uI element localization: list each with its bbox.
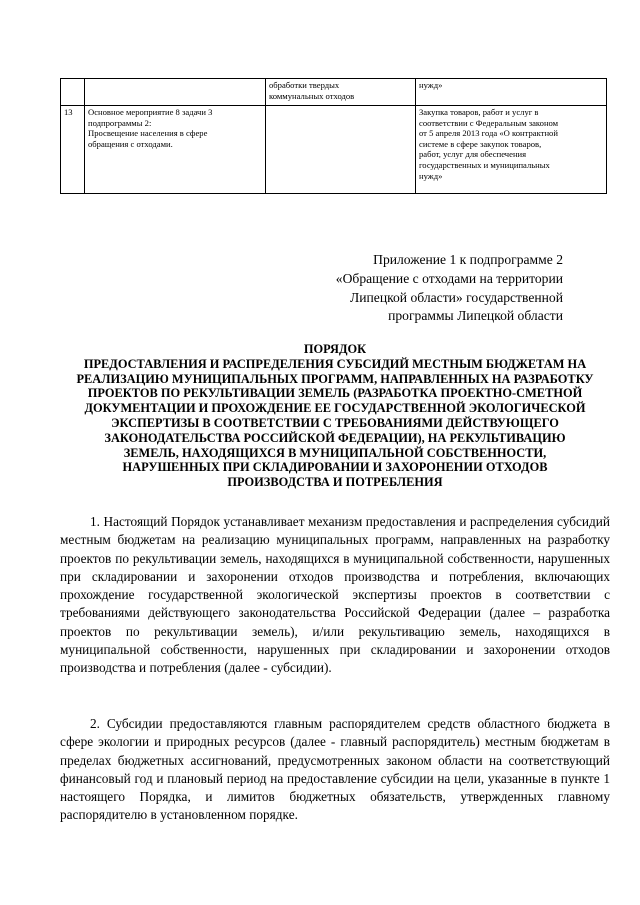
heading-line: ПРОИЗВОДСТВА И ПОТРЕБЛЕНИЯ	[227, 475, 443, 490]
heading-line: ПОРЯДОК	[303, 342, 367, 356]
activities-table	[60, 78, 607, 194]
heading-line: ЭКСПЕРТИЗЫ В СООТВЕТСТВИИ С ТРЕБОВАНИЯМИ ДЕЙСТВУЮЩЕГО	[111, 415, 559, 430]
activity-cell	[85, 106, 266, 194]
heading-line: ПРОЕКТОВ ПО РЕКУЛЬТИВАЦИИ ЗЕМЕЛЬ (РАЗРАБОТКА ПРОЕКТНО-СМЕТНОЙ	[87, 386, 583, 401]
column4-cell	[416, 106, 607, 194]
column3-cell	[266, 79, 416, 106]
heading-line: ЗЕМЕЛЬ, НАХОДЯЩИХСЯ В МУНИЦИПАЛЬНОЙ СОБСТВЕННОСТИ,	[123, 445, 547, 460]
row-number-cell	[61, 106, 85, 194]
heading-line: ПРЕДОСТАВЛЕНИЯ И РАСПРЕДЕЛЕНИЯ СУБСИДИЙ МЕСТНЫМ БЮДЖЕТАМ НА	[83, 356, 587, 371]
appendix-line: Приложение 1 к подпрограмме 2	[373, 252, 563, 267]
table-row	[61, 79, 607, 106]
heading-line: РЕАЛИЗАЦИЮ МУНИЦИПАЛЬНЫХ ПРОГРАММ, НАПРАВЛЕННЫХ НА РАЗРАБОТКУ	[76, 371, 594, 386]
paragraph-1: 1. Настоящий Порядок устанавливает механизм предоставления и распределения субсидий местным бюджетам на реализацию муниципальных программ, направленных на разработку проектов по рекультивации земель, находящихся в муниципальной собственности, нарушенных при складировании и захоронении отходов производства и потребления, включающих прохождение государственной экологической экспертизы проектов в соответствии с требованиями действующего законодательства Российской Федерации (далее – разработка проектов по рекультивации земель), и/или рекультивацию земель, находящихся в муниципальной собственности, нарушенных при складировании и захоронении отходов производства и потребления (далее - субсидии).	[60, 514, 610, 676]
heading-line: ДОКУМЕНТАЦИИ И ПРОХОЖДЕНИЕ ЕЕ ГОСУДАРСТВЕННОЙ ЭКОЛОГИЧЕСКОЙ	[84, 401, 586, 416]
paragraph-2: 2. Субсидии предоставляются главным распорядителем средств областного бюджета в сфере экологии и природных ресурсов (далее - главный распорядитель) местным бюджетам в пределах бюджетных ассигнований, предусмотренных законом области на соответствующий финансовый год и плановый период на предоставление субсидии на цели, указанные в пункте 1 настоящего Порядка, и лимитов бюджетных обязательств, утвержденных главному распорядителю в установленном порядке.	[60, 716, 610, 823]
appendix-line: «Обращение с отходами на территории	[335, 270, 563, 286]
column4-text: Закупка товаров, работ и услуг в соответствии с Федеральным законом от 5 апреля 2013 года «О контрактной системе в сфере закупок товаров, работ, услуг для обеспечения государственных и муниципальных нужд»	[419, 107, 559, 181]
row-number-cell	[61, 79, 85, 106]
activity-cell	[85, 79, 266, 106]
column4-text: нужд»	[419, 80, 443, 90]
document-heading	[60, 342, 610, 490]
appendix-line: Липецкой области» государственной	[350, 289, 563, 305]
table-row	[61, 106, 607, 194]
column3-text: обработки твердых коммунальных отходов	[269, 80, 355, 101]
appendix-line: программы Липецкой области	[388, 308, 563, 324]
row-number: 13	[64, 107, 73, 117]
activity-text: Основное мероприятие 8 задачи 3 подпрограммы 2: Просвещение населения в сфере обращения с отходами.	[88, 107, 213, 149]
heading-line: НАРУШЕННЫХ ПРИ СКЛАДИРОВАНИИ И ЗАХОРОНЕНИИ ОТХОДОВ	[122, 460, 548, 475]
column4-cell	[416, 79, 607, 106]
column3-cell	[266, 106, 416, 194]
appendix-reference	[300, 251, 563, 326]
heading-line: ЗАКОНОДАТЕЛЬСТВА РОССИЙСКОЙ ФЕДЕРАЦИИ), НА РЕКУЛЬТИВАЦИЮ	[104, 430, 566, 445]
